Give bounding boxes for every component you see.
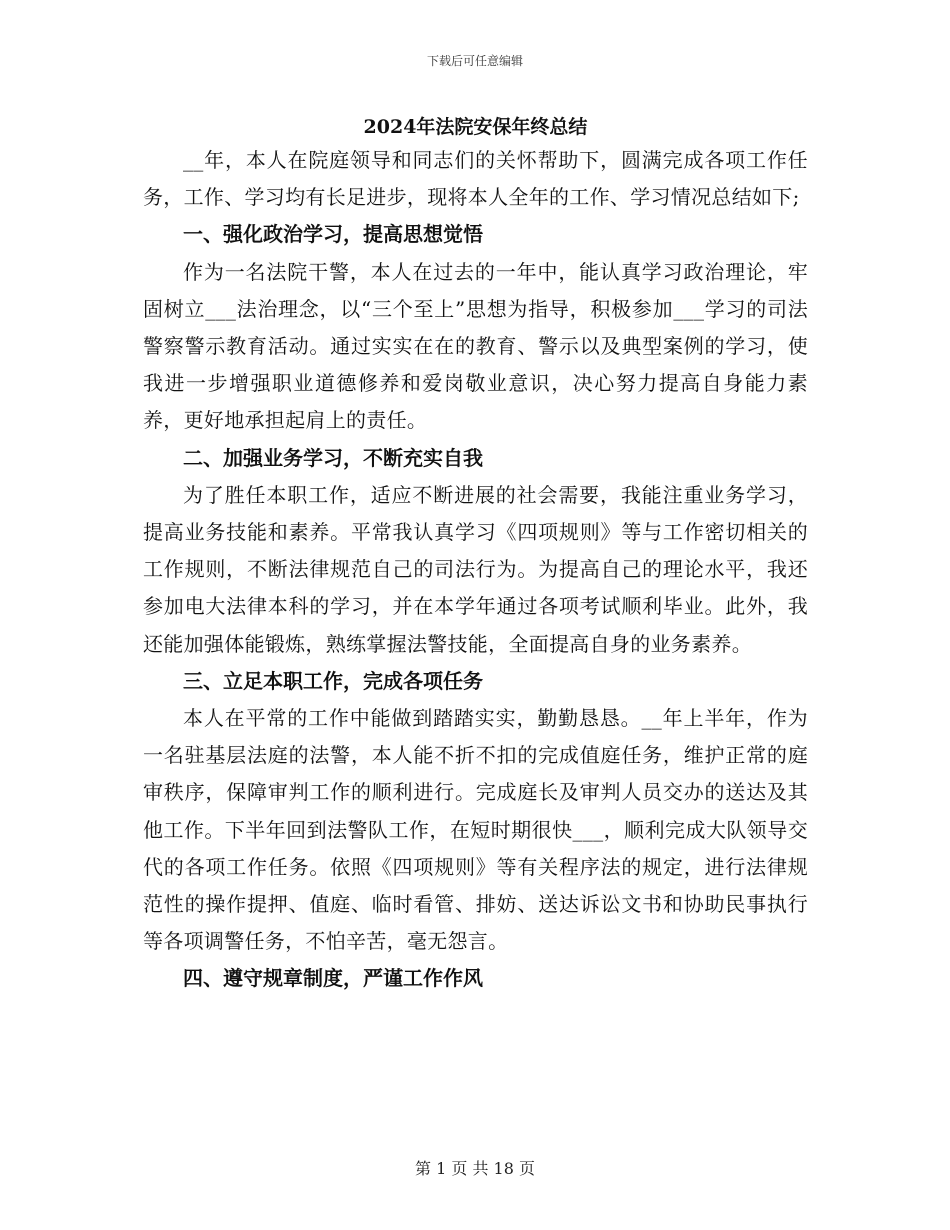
section-body-2: 为了胜任本职工作，适应不断进展的社会需要，我能注重业务学习，提高业务技能和素养。平常我认真学习《四项规则》等与工作密切相关的工作规则，不断法律规范自己的司法行为。为提高自己的理论水平，我还参加电大法律本科的学习，并在本学年通过各项考试顺利毕业。此外，我还能加强体能锻炼，熟练掌握法警技能，全面提高自身的业务素养。 [143,482,808,656]
section-body-3: 本人在平常的工作中能做到踏踏实实，勤勤恳恳。__年上半年，作为一名驻基层法庭的法警，本人能不折不扣的完成值庭任务，维护正常的庭审秩序，保障审判工作的顺利进行。完成庭长及审判人员交办的送达及其他工作。下半年回到法警队工作，在短时期很快___，顺利完成大队领导交代的各项工作任务。依照《四项规则》等有关程序法的规定，进行法律规范性的操作提押、值庭、临时看管、排妨、送达诉讼文书和协助民事执行等各项调警任务，不怕辛苦，毫无怨言。 [143,706,808,954]
page-number: 第 1 页 共 18 页 [415,1159,535,1178]
intro-paragraph: __年，本人在院庭领导和同志们的关怀帮助下，圆满完成各项工作任务，工作、学习均有长足进步，现将本人全年的工作、学习情况总结如下; [143,148,808,210]
section-body-1: 作为一名法院干警，本人在过去的一年中，能认真学习政治理论，牢固树立___法治理念，以“三个至上”思想为指导，积极参加___学习的司法警察警示教育活动。通过实实在在的教育、警示以及典型案例的学习，使我进一步增强职业道德修养和爱岗敬业意识，决心努力提高自身能力素养，更好地承担起肩上的责任。 [143,259,808,433]
section-heading-2: 二、加强业务学习，不断充实自我 [183,445,483,470]
section-heading-3: 三、立足本职工作，完成各项任务 [183,668,483,693]
document-body [143,112,808,998]
section-heading-1: 一、强化政治学习，提高思想觉悟 [183,222,483,247]
document-title: 2024年法院安保年终总结 [363,116,588,138]
page-header-note: 下载后可任意编辑 [426,54,523,68]
section-heading-4: 四、遵守规章制度，严谨工作作风 [183,966,483,991]
